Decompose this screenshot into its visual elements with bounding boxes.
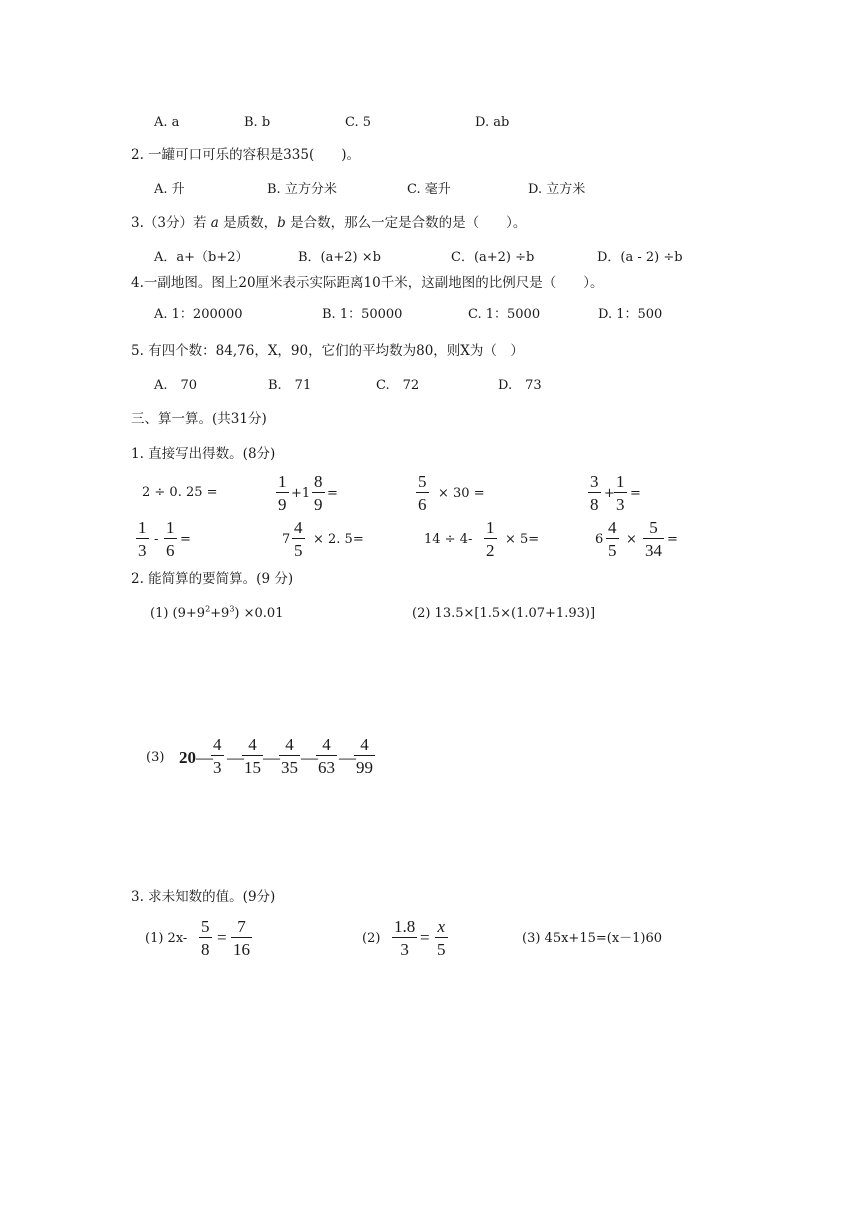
fraction: 4 99 bbox=[356, 735, 373, 777]
fraction: 4 35 bbox=[281, 735, 298, 777]
q3-option-b[interactable]: B．(a+2) ×b bbox=[298, 250, 381, 265]
fraction: 1 2 bbox=[486, 518, 495, 560]
s3-q2-title: 2. 能简算的要简算。(9 分) bbox=[131, 571, 294, 587]
fraction: 1 3 bbox=[138, 518, 147, 560]
fraction: 4 3 bbox=[213, 735, 222, 777]
fraction: 7 16 bbox=[233, 917, 250, 959]
q5-option-a[interactable]: A. 70 bbox=[154, 378, 198, 393]
s3-q2-part-2: (2) 13.5×[1.5×(1.07+1.93)] bbox=[412, 606, 596, 621]
fraction: 5 6 bbox=[418, 472, 427, 514]
option-c[interactable]: C. 5 bbox=[345, 115, 372, 130]
expr-1: 2 ÷ 0. 25 = bbox=[142, 485, 218, 500]
fraction: 4 63 bbox=[318, 735, 335, 777]
question-3-stem: 3.（3分）若 a 是质数，b 是合数，那么一定是合数的是（ ）。 bbox=[131, 215, 527, 231]
q3-option-d[interactable]: D．(a - 2) ÷b bbox=[597, 250, 683, 265]
fraction: x 5 bbox=[437, 917, 446, 959]
fraction: 1.8 3 bbox=[394, 917, 416, 959]
q2-option-a[interactable]: A. 升 bbox=[154, 182, 185, 197]
fraction: 4 5 bbox=[608, 518, 617, 560]
fraction: 1 6 bbox=[166, 518, 175, 560]
fraction: 8 9 bbox=[314, 472, 323, 514]
s3-q3-title: 3. 求未知数的值。(9分) bbox=[131, 889, 276, 905]
q4-option-c[interactable]: C. 1：5000 bbox=[468, 307, 541, 322]
s3-q3-part-3: (3) 45x+15=(x－1)60 bbox=[522, 931, 663, 946]
fraction: 4 5 bbox=[294, 518, 303, 560]
q2-option-c[interactable]: C. 毫升 bbox=[407, 182, 451, 197]
question-5-stem: 5. 有四个数：84,76，X，90，它们的平均数为80，则X为（ ） bbox=[131, 343, 524, 359]
fraction: 1 3 bbox=[616, 472, 625, 514]
q3-option-c[interactable]: C．(a+2) ÷b bbox=[451, 250, 535, 265]
fraction: 5 8 bbox=[201, 917, 210, 959]
q3-option-a[interactable]: A．a+（b+2） bbox=[154, 250, 249, 265]
q2-option-b[interactable]: B. 立方分米 bbox=[267, 182, 337, 197]
fraction: 3 8 bbox=[590, 472, 599, 514]
q4-option-d[interactable]: D. 1：500 bbox=[598, 307, 663, 322]
option-d[interactable]: D. ab bbox=[475, 115, 510, 130]
q5-option-b[interactable]: B. 71 bbox=[268, 378, 312, 393]
fraction: 5 34 bbox=[645, 518, 662, 560]
q5-option-c[interactable]: C. 72 bbox=[376, 378, 420, 393]
question-2-stem: 2. 一罐可口可乐的容积是335( )。 bbox=[131, 147, 360, 163]
s3-q1-title: 1. 直接写出得数。(8分) bbox=[131, 446, 276, 462]
option-b[interactable]: B. b bbox=[244, 115, 271, 130]
q4-option-b[interactable]: B. 1：50000 bbox=[322, 307, 403, 322]
section-3-title: 三、算一算。(共31分) bbox=[131, 411, 267, 427]
option-a[interactable]: A. a bbox=[154, 115, 180, 130]
fraction: 1 9 bbox=[278, 472, 287, 514]
q4-option-a[interactable]: A. 1：200000 bbox=[154, 307, 243, 322]
q5-option-d[interactable]: D. 73 bbox=[498, 378, 542, 393]
s3-q2-part-1: (1) $(9+9^2+9^3) \times 0.01$ bbox=[150, 604, 284, 621]
question-4-stem: 4.一副地图。图上20厘米表示实际距离10千米，这副地图的比例尺是（ ）。 bbox=[131, 275, 604, 291]
fraction: 4 15 bbox=[244, 735, 261, 777]
q2-option-d[interactable]: D. 立方米 bbox=[528, 182, 586, 197]
